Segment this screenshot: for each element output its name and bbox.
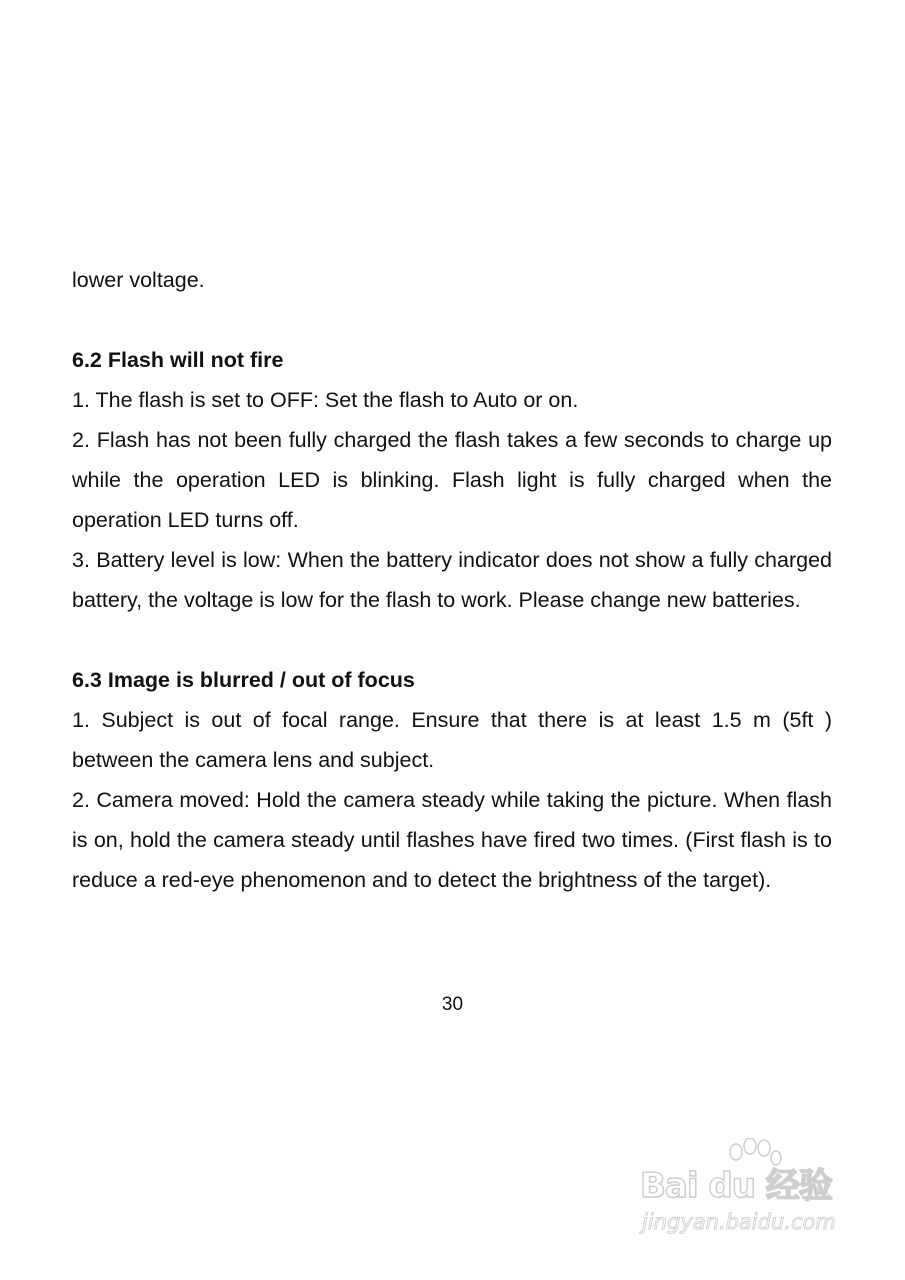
baidu-watermark	[640, 1138, 870, 1258]
list-item: 1. Subject is out of focal range. Ensure that there is at least 1.5 m (5ft ) between the camera lens and subject.	[72, 708, 832, 772]
watermark-logo: Bai du 经验	[640, 1166, 832, 1206]
section-heading-blur: 6.3 Image is blurred / out of focus	[72, 668, 415, 692]
watermark-url: jingyan.baidu.com	[642, 1210, 836, 1234]
page-number: 30	[441, 994, 464, 1015]
list-item: 3. Battery level is low: When the battery indicator does not show a fully charged battery, the voltage is low for the flash to work. Please change new batteries.	[72, 548, 832, 612]
section-heading-flash: 6.2 Flash will not fire	[72, 348, 284, 372]
intro-line: lower voltage.	[72, 268, 205, 292]
list-item: 2. Camera moved: Hold the camera steady while taking the picture. When flash is on, hold the camera steady until flashes have fired two times. (First flash is to reduce a red-eye phenomenon and to detect the brightness of the target).	[72, 788, 832, 892]
list-item: 1. The flash is set to OFF: Set the flash to Auto or on.	[72, 388, 579, 412]
document-body	[72, 260, 832, 900]
list-item: 2. Flash has not been fully charged the flash takes a few seconds to charge up while the operation LED is blinking. Flash light is fully charged when the operation LED turns off.	[72, 428, 832, 532]
